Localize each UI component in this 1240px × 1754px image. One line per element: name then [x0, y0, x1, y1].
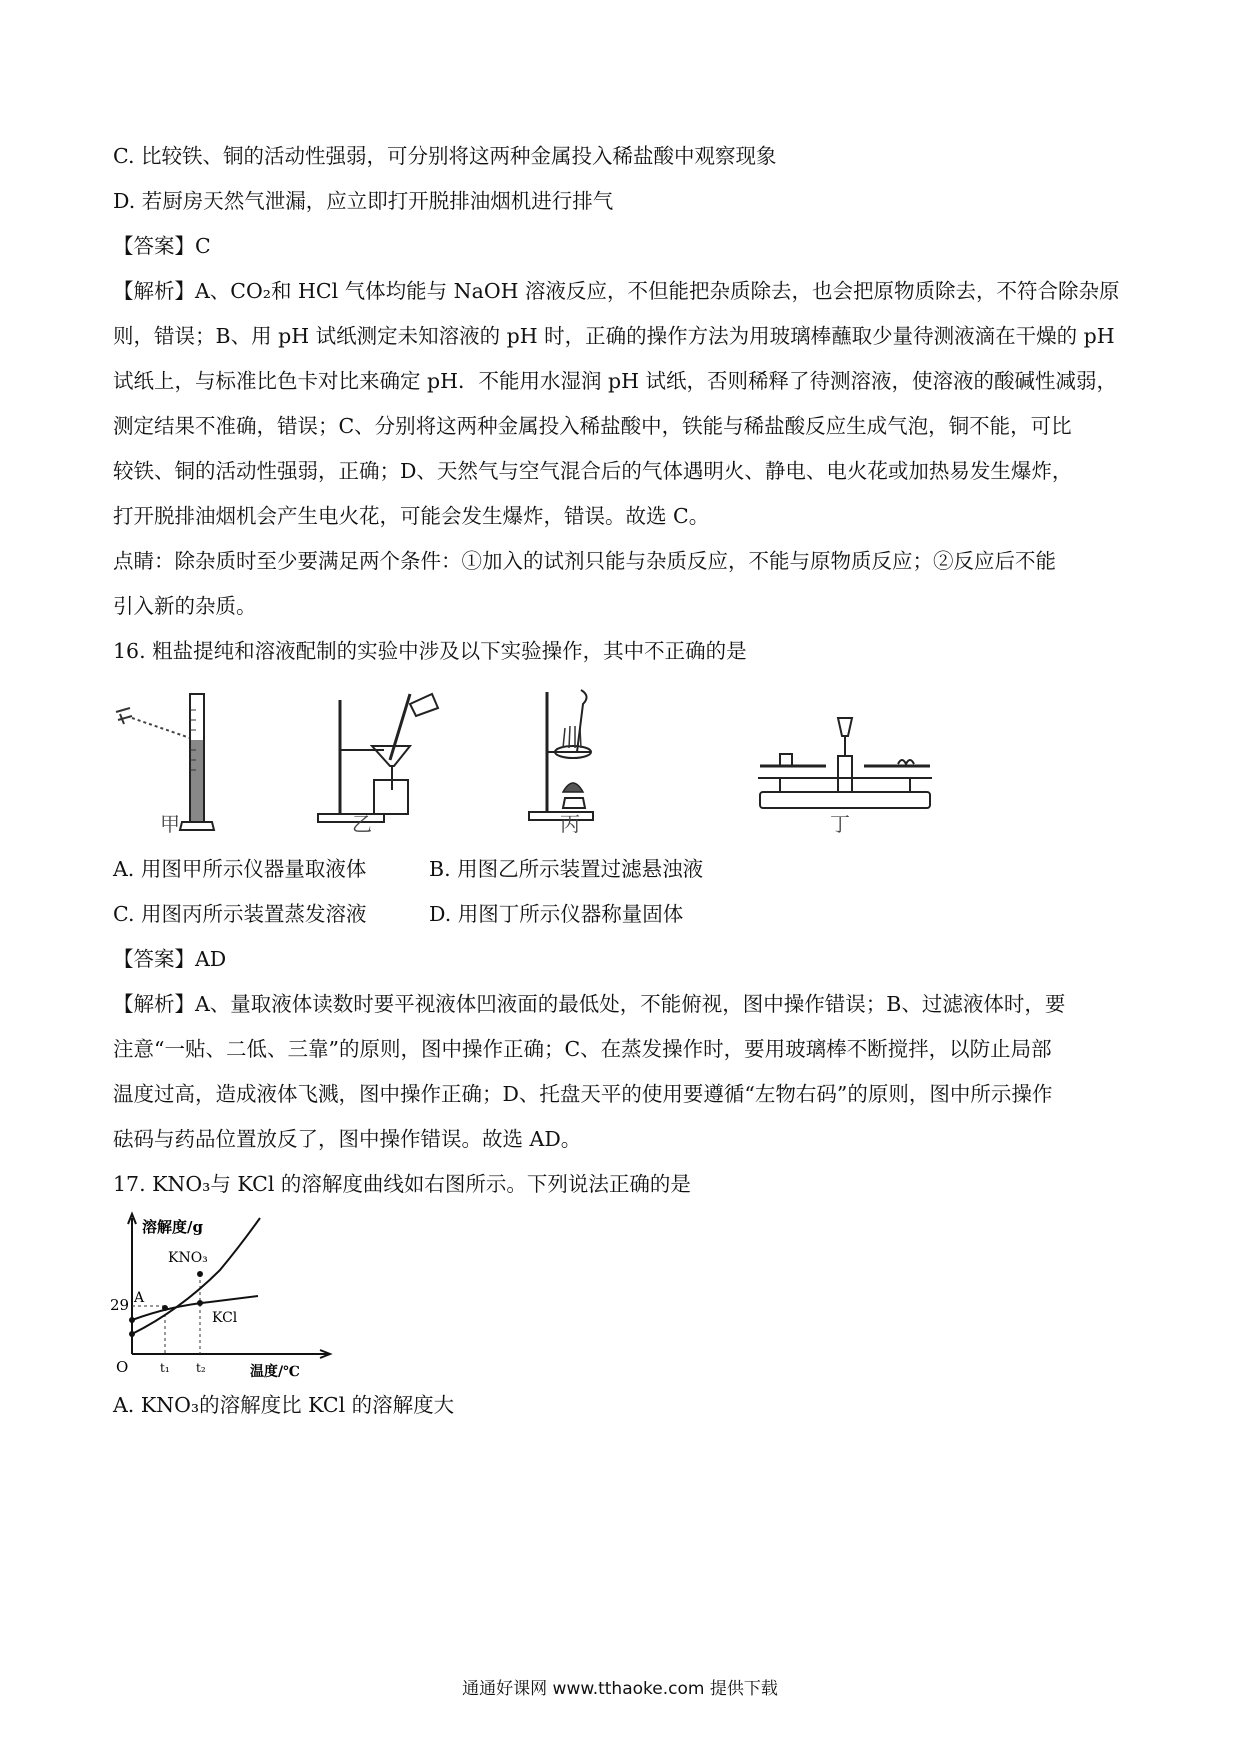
q15-answer: 【答案】C: [113, 234, 211, 258]
q15-analysis-line: 打开脱排油烟机会产生电火花，可能会发生爆炸，错误。故选 C。: [113, 504, 710, 528]
q16-analysis-line: 【解析】A、量取液体读数时要平视液体凹液面的最低处，不能俯视，图中操作错误；B、过滤液体时，要: [113, 992, 1066, 1016]
solubility-chart: [110, 1210, 350, 1380]
q15-option-c: C. 比较铁、铜的活动性强弱，可分别将这两种金属投入稀盐酸中观察现象: [113, 144, 777, 168]
q15-tip-line: 点睛：除杂质时至少要满足两个条件：①加入的试剂只能与杂质反应，不能与原物质反应；②反应后不能: [113, 549, 1056, 573]
page-footer: 通通好课网 www.tthaoke.com 提供下载: [462, 1679, 778, 1699]
kcl-curve: [132, 1296, 258, 1320]
q15-tip-line: 引入新的杂质。: [113, 594, 257, 618]
figure-yi-filtration: [310, 690, 440, 830]
q16-analysis-line: 注意“一贴、二低、三靠”的原则，图中操作正确；C、在蒸发操作时，要用玻璃棒不断搅拌，以防止局部: [113, 1037, 1052, 1061]
q16-answer: 【答案】AD: [113, 947, 227, 971]
chart-x-tick-t2: t₂: [196, 1361, 206, 1375]
q16-option-a-text: A. 用图甲所示仪器量取液体: [113, 857, 367, 881]
chart-series-kcl: KCl: [212, 1310, 238, 1326]
chart-xlabel: 温度/℃: [250, 1364, 300, 1380]
q15-analysis-line: 试纸上，与标准比色卡对比来确定 pH．不能用水湿润 pH 试纸，否则稀释了待测溶液，使溶液的酸碱性减弱，: [113, 369, 1118, 393]
figure-label-ding: 丁: [830, 812, 850, 836]
q15-analysis-line: 较铁、铜的活动性强弱，正确；D、天然气与空气混合后的气体遇明火、静电、电火花或加热易发生爆炸，: [113, 459, 1073, 483]
q17-option-a: A. KNO₃的溶解度比 KCl 的溶解度大: [113, 1393, 455, 1417]
chart-point-a: A: [134, 1290, 145, 1306]
q15-analysis-line: 测定结果不准确，错误；C、分别将这两种金属投入稀盐酸中，铁能与稀盐酸反应生成气泡，铜不能，可比: [113, 414, 1072, 438]
q16-analysis-line: 砝码与药品位置放反了，图中操作错误。故选 AD。: [113, 1127, 582, 1151]
chart-y-tick-29: 29: [110, 1296, 130, 1314]
figure-label-jia: 甲: [160, 812, 180, 836]
figure-jia-cylinder: [110, 690, 250, 850]
q16-option-c: [113, 897, 1133, 931]
figure-ding-balance: [750, 712, 940, 822]
chart-series-kno3: KNO₃: [168, 1250, 208, 1266]
chart-x-tick-t1: t₁: [160, 1361, 170, 1375]
q15-analysis-line: 【解析】A、CO₂和 HCl 气体均能与 NaOH 溶液反应，不但能把杂质除去，也会把原物质除去，不符合除杂原: [113, 279, 1120, 303]
q16-analysis-line: 温度过高，造成液体飞溅，图中操作正确；D、托盘天平的使用要遵循“左物右码”的原则，图中所示操作: [113, 1082, 1053, 1106]
q16-option-b-text: B. 用图乙所示装置过滤悬浊液: [429, 857, 704, 881]
figure-label-yi: 乙: [352, 812, 372, 836]
chart-origin: O: [116, 1358, 129, 1376]
q16-option-c-text: C. 用图丙所示装置蒸发溶液: [113, 902, 367, 926]
figure-label-bing: 丙: [560, 812, 580, 836]
q17-stem: 17. KNO₃与 KCl 的溶解度曲线如右图所示。下列说法正确的是: [113, 1172, 691, 1196]
q16-option-a: [113, 852, 1133, 886]
q16-stem: 16. 粗盐提纯和溶液配制的实验中涉及以下实验操作，其中不正确的是: [113, 639, 747, 663]
q15-option-d: D. 若厨房天然气泄漏，应立即打开脱排油烟机进行排气: [113, 189, 614, 213]
q15-analysis-line: 则，错误；B、用 pH 试纸测定未知溶液的 pH 时，正确的操作方法为用玻璃棒蘸取少量待测液滴在干燥的 pH: [113, 324, 1115, 348]
q16-option-d-text: D. 用图丁所示仪器称量固体: [429, 902, 684, 926]
chart-ylabel: 溶解度/g: [142, 1218, 203, 1236]
